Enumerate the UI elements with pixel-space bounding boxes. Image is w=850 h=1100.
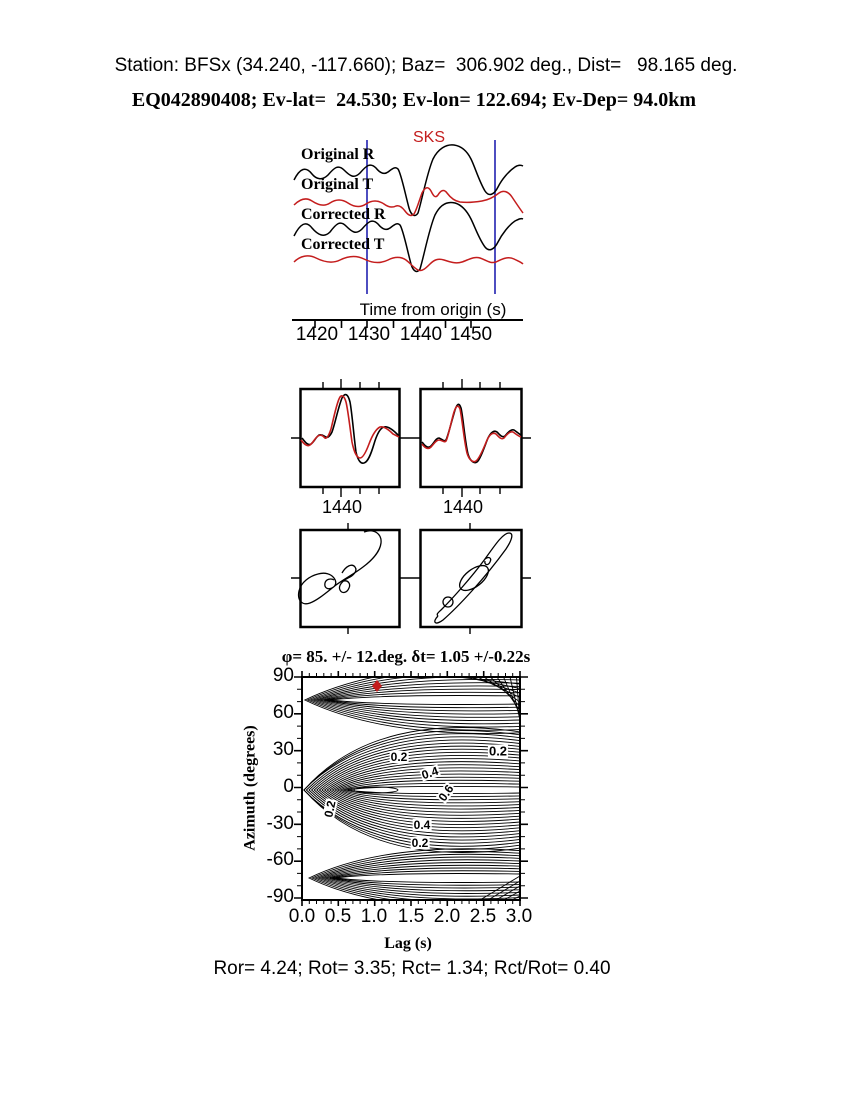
particle-motion-panel <box>280 518 540 644</box>
trace-label-corrected-t: Corrected T <box>301 236 385 253</box>
event-header: EQ042890408; Ev-lat= 24.530; Ev-lon= 122.694; Ev-Dep= 94.0km <box>131 89 697 111</box>
footer-stats: Ror= 4.24; Rot= 3.35; Rct= 1.34; Rct/Rot= 0.40 <box>213 958 611 979</box>
ytick-0: 0 <box>283 776 294 797</box>
contour-label-04-upper: 0.4 <box>419 763 441 783</box>
trace-label-corrected-r: Corrected R <box>301 206 386 223</box>
particle-motion-original <box>299 531 382 604</box>
ytick-n30: -30 <box>266 813 294 834</box>
contour-label-02-left: 0.2 <box>321 799 339 819</box>
contour-label-04-lower: 0.4 <box>413 818 431 832</box>
azimuth-axis-label: Azimuth (degrees) <box>241 725 259 851</box>
contour-title: φ= 85. +/- 12.deg. δt= 1.05 +/-0.22s <box>281 647 531 666</box>
xtick-20: 2.0 <box>433 906 461 927</box>
contour-lines-bottom <box>309 849 520 907</box>
contour-label-02-right: 0.2 <box>488 743 508 759</box>
phase-label: SKS <box>412 129 446 146</box>
ytick-60: 60 <box>272 702 294 723</box>
window1-tick-label: 1440 <box>321 497 363 517</box>
corrected-t-trace <box>294 256 523 271</box>
contour-label-06: 0.6 <box>435 782 457 804</box>
time-tick-1430: 1430 <box>347 324 391 345</box>
xtick-00: 0.0 <box>288 906 316 927</box>
ytick-n90: -90 <box>266 886 294 907</box>
time-axis-label: Time from origin (s) <box>359 300 507 319</box>
contour-label-02-upper: 0.2 <box>390 750 408 764</box>
trace-label-original-r: Original R <box>301 146 375 163</box>
window2-black-trace <box>422 404 521 462</box>
particle-motion-corrected <box>435 533 512 623</box>
xtick-30: 3.0 <box>505 906 533 927</box>
station-header: Station: BFSx (34.240, -117.660); Baz= 306.902 deg., Dist= 98.165 deg. <box>114 55 738 76</box>
xtick-15: 1.5 <box>397 906 425 927</box>
time-tick-1420: 1420 <box>295 324 339 345</box>
contour-plot <box>290 668 540 910</box>
window2-tick-label: 1440 <box>442 497 484 517</box>
waveform-window-panel <box>280 368 540 530</box>
time-tick-1440: 1440 <box>399 324 443 345</box>
xtick-05: 0.5 <box>324 906 352 927</box>
particle-frames <box>291 523 531 634</box>
ytick-n60: -60 <box>266 849 294 870</box>
lag-axis-label: Lag (s) <box>384 935 432 952</box>
contour-label-02-lower: 0.2 <box>411 836 429 850</box>
xtick-10: 1.0 <box>360 906 388 927</box>
time-tick-1450: 1450 <box>449 324 493 345</box>
ytick-90: 90 <box>272 665 294 686</box>
xtick-25: 2.5 <box>469 906 497 927</box>
trace-label-original-t: Original T <box>301 176 374 193</box>
ytick-30: 30 <box>272 739 294 760</box>
